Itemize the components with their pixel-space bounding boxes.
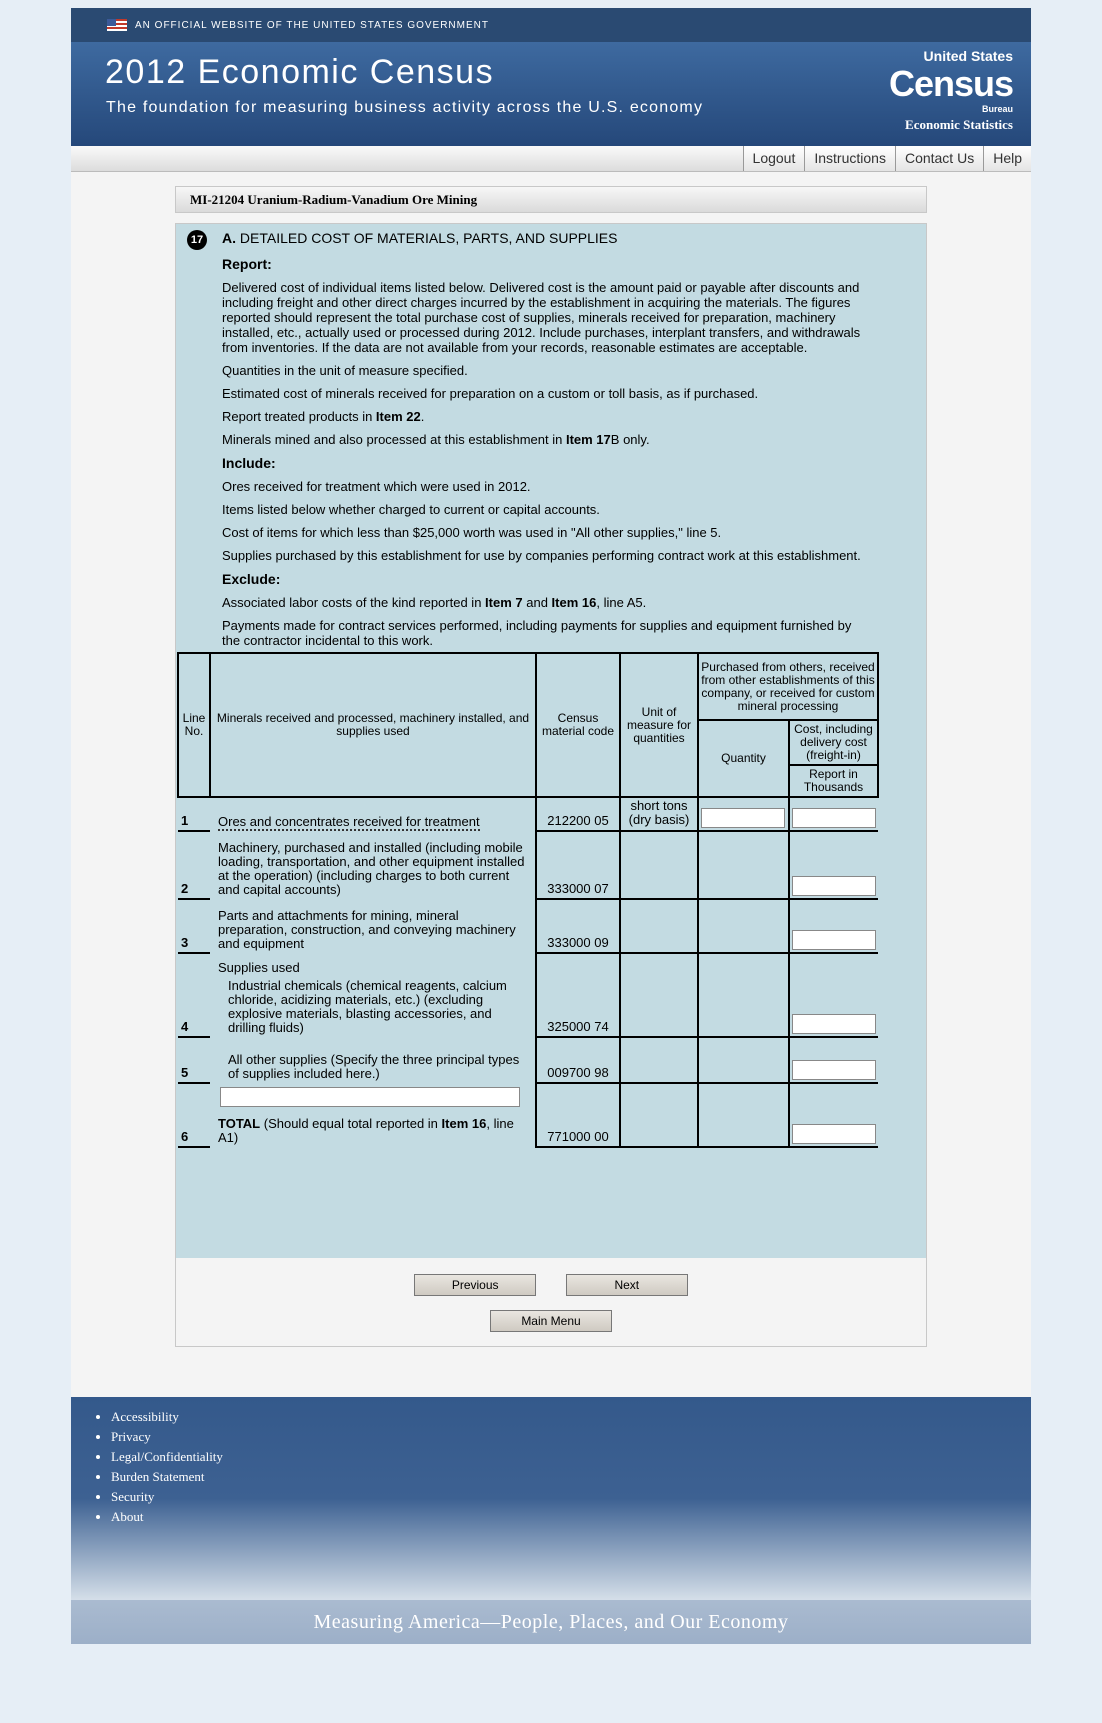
include-para: Cost of items for which less than $25,000 worth was used in "All other supplies," line 5. <box>222 525 722 540</box>
text: . <box>420 409 425 424</box>
quantity-cell <box>698 1083 789 1147</box>
cost-input-line-2[interactable] <box>792 876 876 896</box>
specify-supplies-input[interactable] <box>220 1087 520 1107</box>
question-title-text: DETAILED COST OF MATERIALS, PARTS, AND SUPPLIES <box>239 230 618 246</box>
desc-text: All other supplies (Specify the three principal types of supplies included here.) <box>228 1052 520 1081</box>
nav-help[interactable]: Help <box>983 146 1031 171</box>
site-tagline: The foundation for measuring business activity across the U.S. economy <box>106 99 704 116</box>
text: Report treated products in <box>222 409 376 424</box>
cost-cell <box>789 797 878 831</box>
cost-cell <box>789 899 878 953</box>
unit-of-measure <box>620 1037 698 1083</box>
footer-link-about[interactable]: About <box>111 1509 144 1524</box>
header-line-no: Line No. <box>178 653 210 797</box>
cost-cell <box>789 953 878 1037</box>
text: , line A1) <box>218 1116 514 1145</box>
line-number: 6 <box>178 1083 210 1147</box>
footer-item <box>111 1407 1031 1427</box>
footer-motto: Measuring America—People, Places, and Our Economy <box>71 1600 1031 1644</box>
desc-text: Ores and concentrates received for treatment <box>218 814 480 829</box>
cost-input-line-5[interactable] <box>792 1060 876 1080</box>
material-code: 333000 07 <box>536 831 620 899</box>
nav-logout[interactable]: Logout <box>743 146 805 171</box>
cost-cell <box>789 1037 878 1083</box>
material-code: 212200 05 <box>536 797 620 831</box>
material-code: 333000 09 <box>536 899 620 953</box>
header-cost: Cost, including delivery cost (freight-in) <box>789 720 878 765</box>
row-description <box>210 797 536 831</box>
quantity-cell <box>698 953 789 1037</box>
header-thousands: Report in Thousands <box>789 765 878 797</box>
site-title: 2012 Economic Census <box>105 53 495 91</box>
question-title <box>222 230 870 246</box>
question-17 <box>176 224 926 1258</box>
text: Associated labor costs of the kind reported in <box>222 595 486 610</box>
include-para: Supplies purchased by this establishment for use by companies performing contract work at this establishment. <box>222 548 861 563</box>
main-menu-button[interactable]: Main Menu <box>490 1310 612 1332</box>
gov-banner-text: AN OFFICIAL WEBSITE OF THE UNITED STATES GOVERNMENT <box>135 19 489 31</box>
table-row <box>178 1083 878 1147</box>
quantity-cell <box>698 831 789 899</box>
report-heading: Report: <box>222 256 272 272</box>
desc-text: Industrial chemicals (chemical reagents, calcium chloride, acidizing materials, etc.) (excluding explosive materials, blasting accessories, and drilling fluids) <box>228 978 507 1035</box>
footer-item <box>111 1467 1031 1487</box>
total-label: TOTAL <box>218 1116 261 1131</box>
report-para: Delivered cost of individual items listed below. Delivered cost is the amount paid or payable after discounts and including freight and other direct charges incurred by the establishment in acquiring the materials. The figures reported should represent the total purchase cost of supplies, minerals received for preparation, machinery installed, etc., actually used or processed during 2012. Include purchases, interplant transfers, and withdrawals from inventories. If the data are not available from your records, reasonable estimates are acceptable. <box>222 280 861 355</box>
cost-cell <box>789 831 878 899</box>
header-unit: Unit of measure for quantities <box>620 653 698 797</box>
material-code: 009700 98 <box>536 1037 620 1083</box>
line-number: 2 <box>178 831 210 899</box>
cost-input-line-1[interactable] <box>792 808 876 828</box>
site-header <box>71 42 1031 146</box>
quantity-cell <box>698 797 789 831</box>
line-number: 4 <box>178 953 210 1037</box>
report-para <box>222 409 870 424</box>
material-code: 771000 00 <box>536 1083 620 1147</box>
quantity-input-line-1[interactable] <box>701 808 785 828</box>
nav-buttons <box>176 1258 926 1346</box>
previous-button[interactable]: Previous <box>414 1274 536 1296</box>
cost-table <box>177 652 879 1148</box>
supplies-group-label: Supplies used <box>218 960 300 975</box>
cost-cell <box>789 1083 878 1147</box>
page <box>71 8 1031 1644</box>
exclude-heading: Exclude: <box>222 571 281 587</box>
cost-input-line-4[interactable] <box>792 1014 876 1034</box>
logo-main: Census <box>888 63 1013 104</box>
question-panel <box>175 223 927 1347</box>
cost-input-line-3[interactable] <box>792 930 876 950</box>
item-ref: Item 16 <box>551 595 597 610</box>
header-purchased: Purchased from others, received from other establishments of this company, or received for custom mineral processing <box>698 653 878 720</box>
item-ref: Item 17 <box>565 432 611 447</box>
logo-top: United States <box>923 48 1013 64</box>
instructions <box>176 230 926 648</box>
unit-of-measure <box>620 1083 698 1147</box>
include-heading: Include: <box>222 455 276 471</box>
next-button[interactable]: Next <box>566 1274 688 1296</box>
census-logo[interactable] <box>889 48 1013 133</box>
item-ref: Item 16 <box>441 1116 487 1131</box>
table-row <box>178 1037 878 1083</box>
row-description <box>210 1083 536 1147</box>
item-ref: Item 22 <box>375 409 421 424</box>
footer-item <box>111 1427 1031 1447</box>
gov-banner <box>71 8 1031 42</box>
cost-input-total[interactable] <box>792 1124 876 1144</box>
row-description <box>210 1037 536 1083</box>
header-description: Minerals received and processed, machinery installed, and supplies used <box>210 653 536 797</box>
text: and <box>522 595 552 610</box>
exclude-para: Payments made for contract services performed, including payments for supplies and equipment furnished by the contractor incidental to this work. <box>222 618 852 648</box>
footer-link-accessibility[interactable]: Accessibility <box>111 1409 179 1424</box>
table-row <box>178 831 878 899</box>
nav-instructions[interactable]: Instructions <box>804 146 895 171</box>
line-number: 3 <box>178 899 210 953</box>
footer <box>71 1397 1031 1600</box>
table-row <box>178 953 878 1037</box>
unit-of-measure: short tons (dry basis) <box>620 797 698 831</box>
text: , line A5. <box>596 595 647 610</box>
unit-of-measure <box>620 953 698 1037</box>
nav-contact-us[interactable]: Contact Us <box>895 146 983 171</box>
footer-link-security[interactable]: Security <box>111 1489 155 1504</box>
us-flag-icon <box>107 19 127 31</box>
survey-title: MI-21204 Uranium-Radium-Vanadium Ore Mining <box>175 186 927 213</box>
include-para: Ores received for treatment which were used in 2012. <box>222 479 531 494</box>
quantity-cell <box>698 899 789 953</box>
report-para <box>222 432 870 447</box>
line-number: 5 <box>178 1037 210 1083</box>
item-ref: Item 7 <box>485 595 523 610</box>
footer-item <box>111 1507 1031 1527</box>
header-code: Census material code <box>536 653 620 797</box>
main-content <box>71 172 1031 1397</box>
logo-sub: Bureau <box>981 104 1013 114</box>
row-description: Parts and attachments for mining, mineral preparation, construction, and conveying machinery and equipment <box>210 899 536 953</box>
quantity-cell <box>698 1037 789 1083</box>
row-description: Machinery, purchased and installed (including mobile loading, transportation, and other equipment installed at the operation) (including charges to both current and capital accounts) <box>210 831 536 899</box>
text: (Should equal total reported in <box>260 1116 442 1131</box>
material-code: 325000 74 <box>536 953 620 1037</box>
question-number-badge: 17 <box>187 230 207 250</box>
footer-links <box>99 1407 1031 1527</box>
row-description <box>210 953 536 1037</box>
text: Minerals mined and also processed at this establishment in <box>222 432 566 447</box>
exclude-para <box>222 595 870 610</box>
footer-link-burden[interactable]: Burden Statement <box>111 1469 205 1484</box>
footer-link-legal[interactable]: Legal/Confidentiality <box>111 1449 223 1464</box>
question-letter: A. <box>222 230 236 246</box>
text: B only. <box>610 432 650 447</box>
footer-item <box>111 1447 1031 1467</box>
top-nav <box>71 146 1031 172</box>
header-quantity: Quantity <box>698 720 789 797</box>
logo-bottom: Economic Statistics <box>905 117 1013 132</box>
unit-of-measure <box>620 831 698 899</box>
table-row <box>178 899 878 953</box>
report-para: Quantities in the unit of measure specified. <box>222 363 468 378</box>
unit-of-measure <box>620 899 698 953</box>
include-para: Items listed below whether charged to current or capital accounts. <box>222 502 600 517</box>
footer-item <box>111 1487 1031 1507</box>
footer-link-privacy[interactable]: Privacy <box>111 1429 151 1444</box>
line-number: 1 <box>178 797 210 831</box>
report-para: Estimated cost of minerals received for preparation on a custom or toll basis, as if purchased. <box>222 386 759 401</box>
table-row <box>178 797 878 831</box>
